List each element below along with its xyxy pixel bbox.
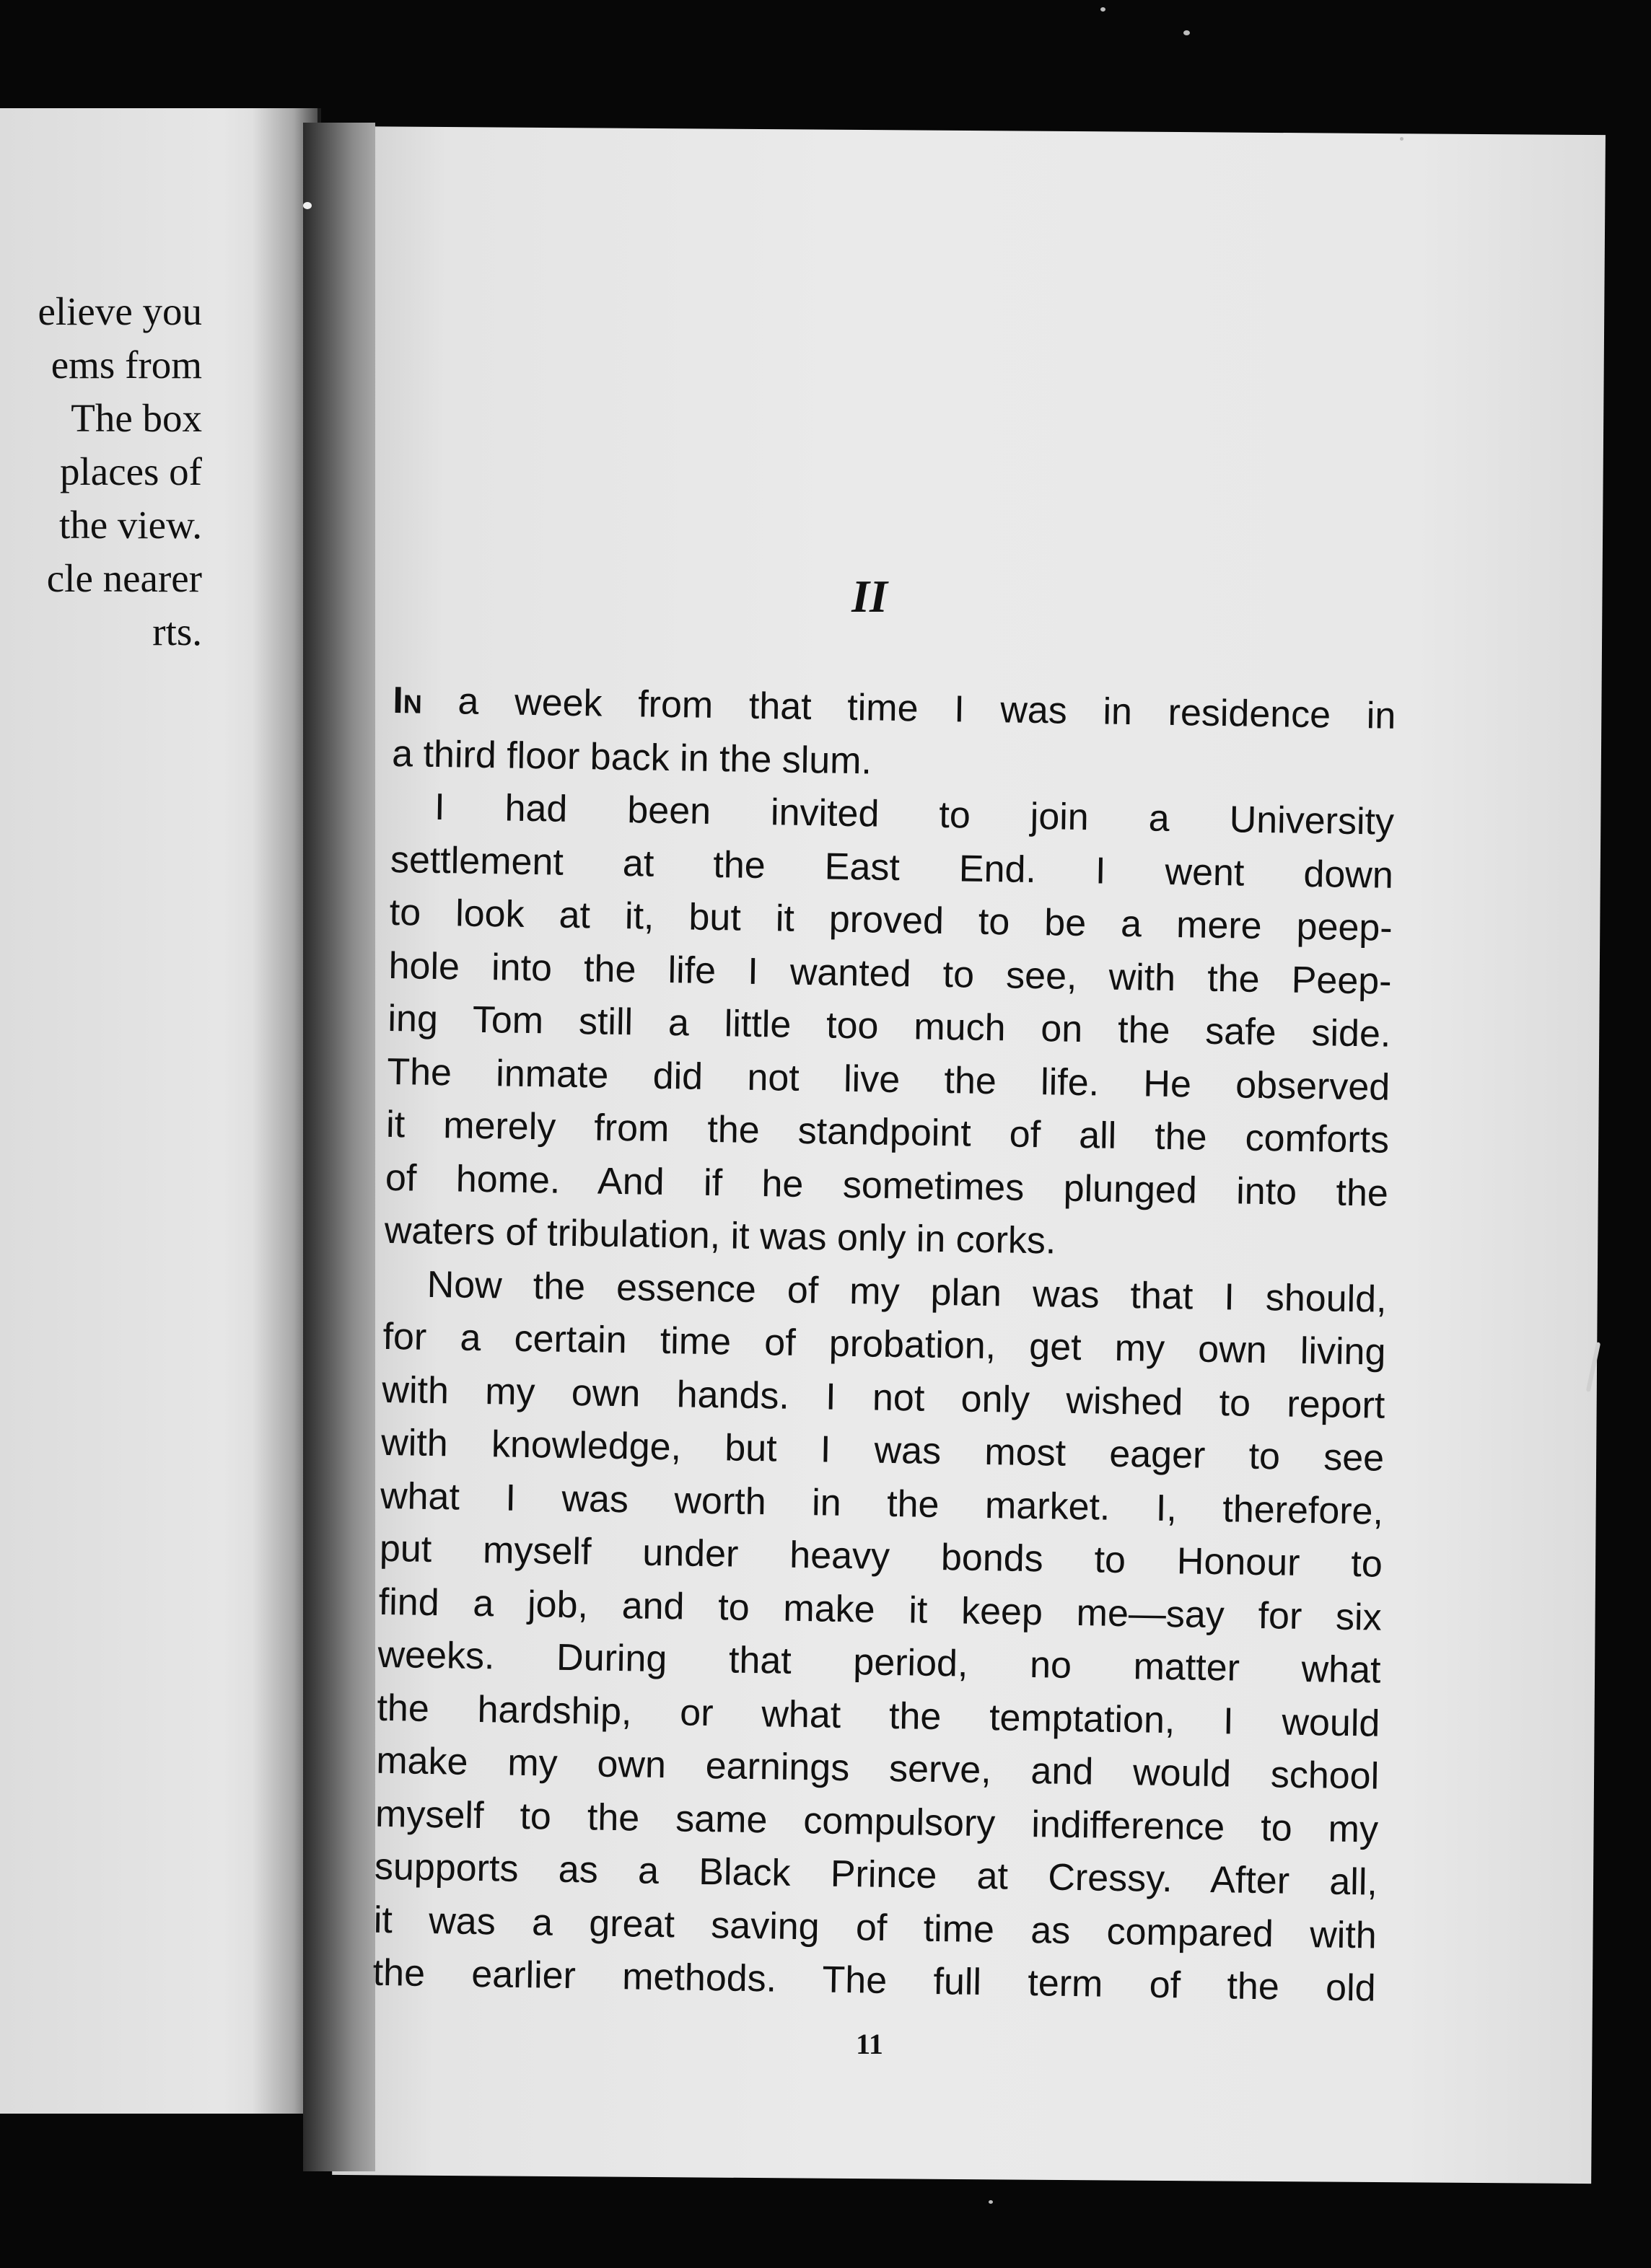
body-line-rest: a week from that time I was in residence in bbox=[421, 680, 1396, 737]
body-line: a third floor back in the slum. bbox=[391, 732, 872, 782]
body-line: the earlier methods. The full term of the old bbox=[372, 1951, 1377, 2010]
body-line: settlement at the East End. I went down bbox=[390, 838, 1394, 897]
body-line: it merely from the standpoint of all the comforts bbox=[385, 1103, 1390, 1161]
body-line: to look at it, but it proved to be a mere peep- bbox=[389, 891, 1393, 949]
body-line: the hardship, or what the temptation, I would bbox=[377, 1687, 1380, 1745]
body-line: find a job, and to make it keep me—say for six bbox=[378, 1581, 1383, 1639]
body-line: it was a great saving of time as compared with bbox=[373, 1899, 1378, 1957]
dust-speck bbox=[989, 2200, 993, 2204]
body-line: for a certain time of probation, get my own living bbox=[382, 1315, 1386, 1373]
left-page-line: rts. bbox=[152, 610, 202, 654]
body-line: of home. And if he sometimes plunged into the bbox=[385, 1156, 1389, 1215]
body-line: Now the essence of my plan was that I should, bbox=[426, 1263, 1388, 1321]
left-page-line: places of bbox=[60, 449, 202, 493]
body-line: supports as a Black Prince at Cressy. After all, bbox=[374, 1845, 1378, 1904]
page-number: 11 bbox=[856, 2028, 883, 2060]
body-line: make my own earnings serve, and would school bbox=[375, 1739, 1380, 1798]
body-line: The inmate did not live the life. He observed bbox=[386, 1050, 1391, 1109]
body-text bbox=[372, 674, 1396, 2016]
left-page-text bbox=[0, 285, 202, 659]
dust-speck bbox=[1100, 7, 1105, 12]
body-line: hole into the life I wanted to see, with the Peep- bbox=[388, 944, 1392, 1003]
body-line: put myself under heavy bonds to Honour to bbox=[379, 1527, 1383, 1586]
body-line: ing Tom still a little too much on the safe side. bbox=[387, 997, 1391, 1055]
body-line: with knowledge, but I was most eager to see bbox=[380, 1421, 1385, 1480]
left-page-line: cle nearer bbox=[46, 556, 202, 600]
drop-word: In bbox=[392, 679, 423, 722]
body-line: with my own hands. I not only wished to report bbox=[381, 1368, 1385, 1427]
body-line: I had been invited to join a University bbox=[434, 786, 1395, 843]
left-page-line: the view. bbox=[58, 503, 202, 547]
book-spine-shadow bbox=[303, 123, 375, 2171]
dust-speck bbox=[303, 202, 312, 209]
body-line: myself to the same compulsory indifference to my bbox=[375, 1793, 1379, 1851]
dust-speck bbox=[1183, 30, 1190, 35]
left-page-line: The box bbox=[71, 396, 202, 440]
body-line: weeks. During that period, no matter what bbox=[377, 1633, 1381, 1692]
chapter-number: II bbox=[851, 571, 888, 622]
body-line: waters of tribulation, it was only in corks. bbox=[384, 1209, 1056, 1262]
left-page-line: ems from bbox=[51, 343, 202, 387]
left-page-line: elieve you bbox=[38, 289, 202, 333]
dust-speck bbox=[1400, 137, 1403, 141]
body-line: what I was worth in the market. I, therefore, bbox=[380, 1474, 1384, 1533]
